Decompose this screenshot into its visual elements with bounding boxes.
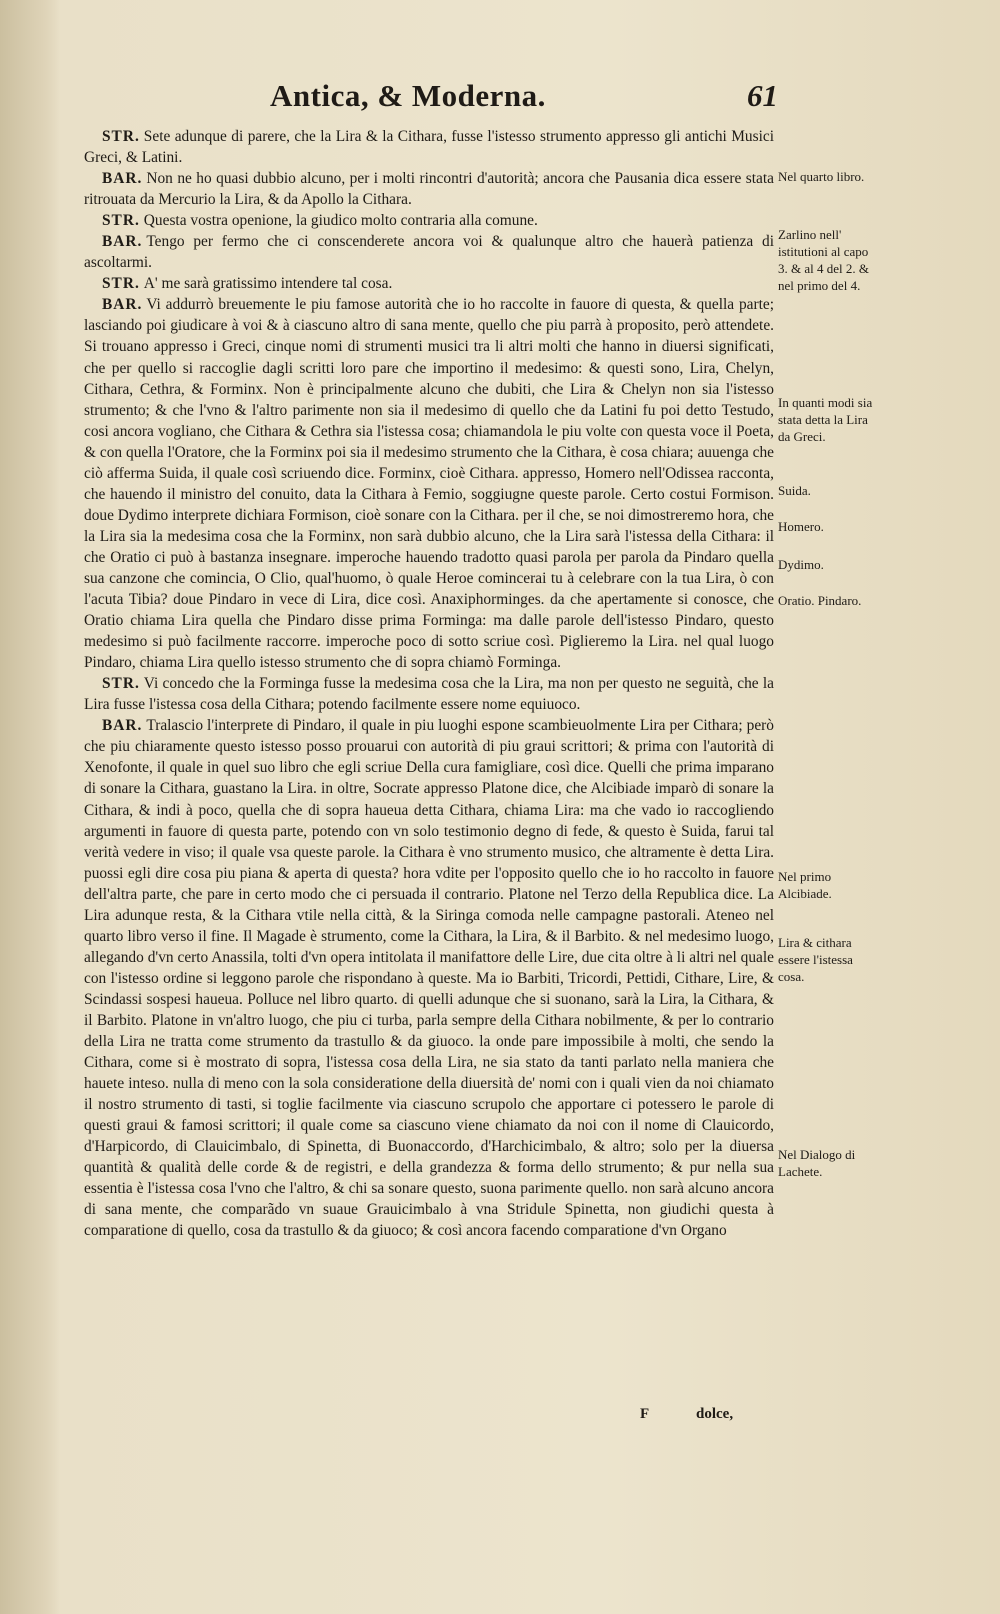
margin-note: Oratio. Pindaro.	[778, 593, 862, 608]
margin-note: Nel Dialogo di Lachete.	[778, 1147, 856, 1179]
paragraph	[84, 715, 774, 1241]
paragraph-text: Vi addurrò breuemente le piu famose autorità che io ho raccolte in fauore di questa, & quella parte; lasciando poi giudicare à voi & à ciascuno altro di sana mente, quello che piu parrà à proposito, però attendete. Si trouano appresso i Greci, cinque nomi di strumenti musici tra li altri molti che hanno in diuersi significati, che per quello si raccoglie dagli scritti loro pare che importino il medesimo: & questi sono, Lira, Chelyn, Cithara, Cethra, & Forminx. Non è principalmente alcuno che dubiti, che Lira & Chelyn non sia l'istesso strumento; & che l'vno & l'altro parimente non sia il medesimo di quello che da Latini fu poi detto Testudo, cosi ancora vogliano, che Cithara & Cethra sia l'istessa cosa; chiamandola le piu volte con questa voce il Poeta, & con quella l'Oratore, che la Forminx poi sia il medesimo strumento che la Cithara, è cosa chiara; auuenga che ciò afferma Suida, il quale così scriuendo dice. Forminx, cioè Cithara. appresso, Homero nell'Odissea racconta, che hauendo il ministro del conuito, data la Cithara à Femio, soggiugne queste parole. Certo costui Formison. doue Dydimo interprete dichiara Formison, cioè sonare con la Cithara. per il che, se noi dimostreremo hora, che la Lira sia la medesima cosa che la Forminx, non sarà dubbio alcuno, che la Lira sarà l'istessa della Cithara: il che Oratio ci può à bastanza insegnare. imperoche hauendo tradotto quasi parola per parola da Pindaro quella sua canzone che comincia, O Clio, qual'huomo, ò quale Heroe comincerai tu à celebrare con la tua Lira, ò con l'acuta Tibia? doue Pindaro in vece di Lira, dice così. Anaxiphorminges. da che apertamente si conosce, che Oratio chiama Lira quella che Pindaro disse prima Forminga: ma dalle parole dell'istesso Pindaro, questo medesimo si può facilmente raccorre. imperoche poco di sotto scriue così. Piglieremo la Lira. nel qual luogo Pindaro, chiama Lira quello istesso strumento che di sopra chiamò Forminga.	[84, 296, 774, 672]
speaker-label: STR.	[102, 212, 140, 230]
margin-note: Homero.	[778, 519, 824, 534]
speaker-label: BAR.	[102, 233, 143, 251]
running-title: Antica, & Moderna.	[270, 78, 546, 113]
speaker-label: STR.	[102, 128, 140, 145]
speaker-label: BAR.	[102, 296, 143, 314]
paragraph	[84, 294, 774, 673]
margin-note: In quanti modi sia stata detta la Lira da Greci.	[778, 395, 873, 444]
paragraph	[84, 273, 774, 294]
margin-note: Dydimo.	[778, 557, 824, 572]
paragraph-text: Vi concedo che la Forminga fusse la medesima cosa che la Lira, ma non per questo ne seguità, che la Lira fusse l'istessa cosa della Cithara; potendo facilmente essere nome equiuoco.	[84, 675, 774, 714]
paragraph	[84, 231, 774, 273]
paragraph-text: Tengo per fermo che ci conscenderete ancora voi & qualunque altro che hauerà patienza di ascoltarmi.	[84, 233, 774, 272]
speaker-label: BAR.	[102, 170, 143, 188]
paragraph-text: Non ne ho quasi dubbio alcuno, per i molti rincontri d'autorità; ancora che Pausania dica essere stata ritrouata da Mercurio la Lira, & da Apollo la Cithara.	[84, 170, 774, 209]
page-gutter-shadow	[0, 0, 60, 1614]
paragraph	[84, 168, 774, 210]
paragraph-text: A' me sarà gratissimo intendere tal cosa.	[143, 275, 393, 293]
margin-note: Zarlino nell' istitutioni al capo 3. & al 4 del 2. & nel primo del 4.	[778, 227, 869, 293]
speaker-label: STR.	[102, 275, 140, 293]
main-text-column	[84, 126, 774, 1241]
margin-note: Suida.	[778, 483, 811, 498]
signature-mark: F	[640, 1406, 650, 1422]
paragraph-text: Tralascio l'interprete di Pindaro, il quale in piu luoghi espone scambieuolmente Lira per Cithara; però che piu chiaramente questo istesso posso prouarui con autorità di piu graui scrittori; & prima con l'autorità di Xenofonte, il quale in quel suo libro che egli scriue Della cura famigliare, così dice. Quelli che prima imparano di sonare la Cithara, guastano la Lira. in oltre, Socrate appresso Platone dice, che Alcibiade imparò di sonare la Cithara, & indi à poco, quella che di sopra haueua detta Cithara, chiama Lira: ma che vado io raccogliendo argumenti in fauore di questa parte, potendo con vn solo testimonio degno di fede, & questo è Suida, farui tal verità vedere in viso; il quale vsa queste parole. la Cithara è vno strumento musico, che altramente è detta Lira. puossi egli dire cosa piu piana & aperta di questa? hora vdite per l'opposito quello che io ho raccolto in fauore dell'altra parte, che pare in certo modo che ci persuada il contrario. Platone nel Terzo della Republica dice. La Lira adunque resta, & la Cithara vtile nella città, & la Siringa comoda nelle campagne pastorali. Ateneo nel quarto libro verso il fine. Il Magade è strumento, come la Cithara, la Lira, & il Barbito. & nel medesimo luogo, allegando d'vn certo Anassila, tolti d'vn opera intitolata il manifattore delle Lire, due cita oltre à li altri nel quale con l'istesso ordine si leggono parole che rispondano à queste. Ma io Barbiti, Tricordi, Pettidi, Cithare, Lire, & Scindassi sospesi haueua. Polluce nel libro quarto. di quelli adunque che si suonano, sarà la Lira, la Cithara, & il Barbito. Platone in vn'altro luogo, che piu ci turba, parla sempre della Cithara nobilmente, & per lo contrario della Lira ne tratta come strumento da trastullo & da giuoco. la onde pare impossibile à molti, che sendo la Cithara, come si è mostrato di sopra, l'istessa cosa della Lira, ne sia stato da tanti parlato nella maniera che hauete inteso. nulla di meno con la sola consideratione della diuersità de' nomi con i quali vien da noi chiamato il nostro strumento di tasti, si toglie facilmente via ciascuno scrupolo che apportare ci potessero le parole di questi graui & famosi scrittori; il quale come sa ciascuno viene chiamato da noi con il nome di Clauicordo, d'Harpicordo, di Clauicimbalo, di Spinetta, di Buonaccordo, d'Harchicimbalo, & altro; solo per la diuersa quantità & qualità delle corde & de registri, e della grandezza & forma dello strumento; & pur nella sua essentia è l'istessa cosa l'vno che l'altro, & chi sa sonare questo, suona parimente quello. non sarà alcuno ancora di sana mente, che comparãdo vn suaue Grauicimbalo à vna Stridule Spinetta, non giudichi questa à comparatione di quello, cosa da trastullo & da giuoco; & così ancora facendo comparatione d'vn Organo	[84, 717, 774, 1240]
paragraph-text: Sete adunque di parere, che la Lira & la Cithara, fusse l'istesso strumento appresso gli antichi Musici Greci, & Latini.	[84, 128, 774, 167]
paragraph-text: Questa vostra openione, la giudico molto contraria alla comune.	[143, 212, 538, 230]
page-number: 61	[747, 78, 778, 113]
catchword: dolce,	[696, 1406, 734, 1422]
margin-note: Nel primo Alcibiade.	[778, 869, 832, 901]
paragraph	[84, 673, 774, 715]
paragraph	[84, 210, 774, 231]
margin-note: Nel quarto libro.	[778, 169, 865, 184]
speaker-label: STR.	[102, 675, 140, 693]
running-head	[270, 78, 790, 122]
margin-note: Lira & cithara essere l'istessa cosa.	[778, 935, 853, 984]
paragraph	[84, 126, 774, 168]
speaker-label: BAR.	[102, 717, 143, 735]
